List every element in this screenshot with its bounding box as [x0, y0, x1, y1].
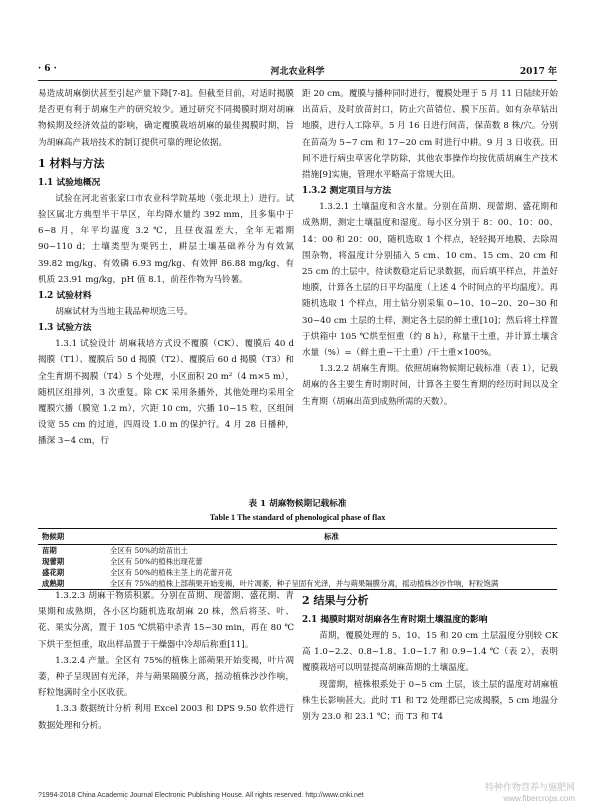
journal-year: 2017 年	[519, 67, 557, 77]
section-2-1-heading: 2.1 揭膜时期对胡麻各生育时期土壤温度的影响	[302, 615, 488, 625]
table-1	[38, 498, 557, 590]
section-1-1-heading: 1.1 试验地概况	[38, 177, 101, 188]
section-1-3-heading: 1.3 试验方法	[38, 323, 92, 334]
section-1-3-2-1-text: 1.3.2.1 土壤温度和含水量。分别在苗期、现蕾期、盛花期和成熟期，测定土壤温度和湿度。每小区分别于 8：00、10：00、14：00 和 20：00，随机选取 1 个样点，轻轻揭开地膜，去除周围杂物，将温度计分别插入 5 cm、10 cm、15 cm、20 cm 和 25 cm 的土层中，待读数稳定后记录数据，而后填平样点，并盖好地膜，计算各土层的日平均温度（上述 4 个时间点的平均温度）。再随机选取 1 个样点，用土钻分别采集 0~10、10~20、20~30 和 30~40 cm 土层的土样，测定各土层的鲜土重[10]；然后将土样置于烘箱中 105 ℃烘至恒重（约 8 h），称量干土重，并计算土壤含水量（%）=（鲜土重−干土重）/干土重×100%。	[302, 202, 558, 359]
row-standard: 全区有 50%的植株主茎上的花蕾开花	[110, 568, 233, 577]
right-column-lower	[302, 588, 558, 725]
header-standard: 标准	[324, 532, 339, 541]
section-1-heading: 1 材料与方法	[38, 156, 105, 170]
table-caption-cn: 表 1 胡麻物候期记载标准	[248, 499, 347, 509]
section-1-3-1-text: 1.3.1 试验设计 胡麻栽培方式设不覆膜（CK）、覆膜后 40 d 揭膜（T1）、覆膜后 50 d 揭膜（T2）、覆膜后 60 d 揭膜（T3）和全生育期不揭膜（T4）5 个处理，小区面积 20 m²（4 m×5 m），随机区组排列，3 次重复。除 CK 采用条播外，其他处理均采用全覆膜穴播（膜宽 1.2 m），穴距 10 cm，穴播 10~15 粒，区组间设宽 55 cm 的过道，四周设 1.0 m 的保护行。4 月 28 日播种，播深 3~4 cm，行	[38, 339, 294, 447]
section-1-3-2-2-text: 1.3.2.2 胡麻生育期。依照胡麻物候期记载标准（表 1），记载胡麻的各主要生育时期时间，计算各主要生育期的经历时间以及全生育期（胡麻出苗到成熟所需的天数）。	[302, 364, 558, 407]
table-caption-en: Table 1 The standard of phenological phase of flax	[209, 513, 386, 522]
section-2-1-para-1: 苗期，覆膜处理的 5、10、15 和 20 cm 土层温度分别较 CK 高 1.0~2.2、0.8~1.8、1.0~1.7 和 0.9~1.4 ℃（表 2），表明覆膜栽培可以明显提高胡麻苗期的土壤温度。	[302, 631, 558, 674]
running-header	[38, 64, 557, 78]
left-column	[38, 86, 294, 450]
section-2-heading: 2 结果与分析	[302, 594, 369, 607]
header-phase: 物候期	[42, 532, 65, 541]
table-row	[38, 556, 557, 567]
row-standard: 全区有 75%的植株上部蒴果开始变褐，叶片凋萎，种子呈固有光泽，并与蒴果隔膜分离，摇动植株沙沙作响，籽粒饱满	[110, 579, 499, 588]
section-1-2-heading: 1.2 试验材料	[38, 291, 92, 302]
section-1-3-2-heading: 1.3.2 测定项目与方法	[302, 186, 392, 197]
section-2-1-para-2: 现蕾期，植株根系处于 0~5 cm 土层，该土层的温度对胡麻植株生长影响甚大。此时 T1 和 T2 处理都已完成揭膜，5 cm 地温分别为 23.0 和 23.1 ℃；而 T3 和 T4	[302, 679, 558, 723]
row-standard: 全区有 50%的幼苗出土	[110, 546, 188, 555]
page-number: · 6 ·	[38, 64, 57, 74]
row-phase: 成熟期	[42, 579, 65, 588]
section-1-3-2-4-text: 1.3.2.4 产量。全区有 75%的植株上部蒴果开始变褐，叶片凋萎，种子呈现固有光泽，并与蒴果隔膜分离，摇动植株沙沙作响，籽粒饱满时全小区收获。	[38, 655, 294, 699]
phenology-table	[38, 528, 557, 590]
journal-name: 河北农业科学	[270, 67, 325, 77]
left-column-lower	[38, 588, 294, 734]
copyright-footer: ?1994-2018 China Academic Journal Electronic Publishing House. All rights reserved. http://www.cnki.net	[38, 792, 364, 799]
row-phase: 盛花期	[42, 568, 65, 577]
row-standard: 全区有 50%的植株出现花蕾	[110, 557, 203, 566]
table-row	[38, 545, 557, 557]
row-phase: 苗期	[42, 546, 57, 555]
watermark-text: 特种作物营养与施肥网	[484, 782, 575, 792]
section-1-2-text: 胡麻试材为当地主栽品种坝选三号。	[55, 307, 193, 318]
intro-continuation: 易造成胡麻倒伏甚至引起产量下降[7-8]。但截至目前，对适时揭膜是否更有利于胡麻生产的研究较少。通过研究不同揭膜时期对胡麻物候期及经济效益的影响，确定覆膜栽培胡麻的最佳揭膜时期，旨为胡麻高产栽培技术的制订提供可靠的理论依据。	[38, 89, 294, 148]
section-1-1-text: 试验在河北省张家口市农业科学院基地（张北坝上）进行。试验区属北方典型半干旱区，年均降水量约 392 mm，且多集中于 6~8 月，年平均温度 3.2 ℃，且昼夜温差大，全年无霜期 90~110 d；土壤类型为栗钙土，耕层土壤基础养分为有效氮 39.82 mg/kg、有效磷 6.93 mg/kg、有效钾 86.88 mg/kg、有机质 23.91 mg/kg，pH 值 8.1，前茬作物为马铃薯。	[38, 193, 294, 285]
section-1-3-3-text: 1.3.3 数据统计分析 利用 Excel 2003 和 DPS 9.50 软件进行数据处理和分析。	[38, 704, 294, 731]
header-rule	[38, 80, 557, 81]
table-header-row	[38, 529, 557, 545]
watermark-url: www.fibercrops.com	[503, 794, 575, 803]
section-1-3-1-continuation: 距 20 cm。覆膜与播种同时进行，覆膜处理于 5 月 11 日陆续开始出苗后，及时放苗封口，防止穴苗错位、膜下压苗。如有杂草钻出地膜，进行人工除草。5 月 16 日进行间苗，保苗数 8 株/穴。分别在苗高为 5~7 cm 和 17~20 cm 时进行中耕。9 月 3 日收获。田间不进行病虫草害化学防除，其他农事操作均按优质胡麻生产技术措施[9]实施，管理水平略高于常规大田。	[302, 89, 558, 181]
row-phase: 现蕾期	[42, 557, 65, 566]
section-1-3-2-3-text: 1.3.2.3 胡麻干物质积累。分别在苗期、现蕾期、盛花期、青果期和成熟期，各小区均随机选取胡麻 20 株，然后将茎、叶、花、果实分离，置于 105 ℃烘箱中杀青 15~30 min，再在 80 ℃下烘干至恒重，取出样品置于干燥器中冷却后称重[11]。	[38, 591, 294, 650]
right-column	[302, 86, 558, 410]
table-row	[38, 567, 557, 578]
